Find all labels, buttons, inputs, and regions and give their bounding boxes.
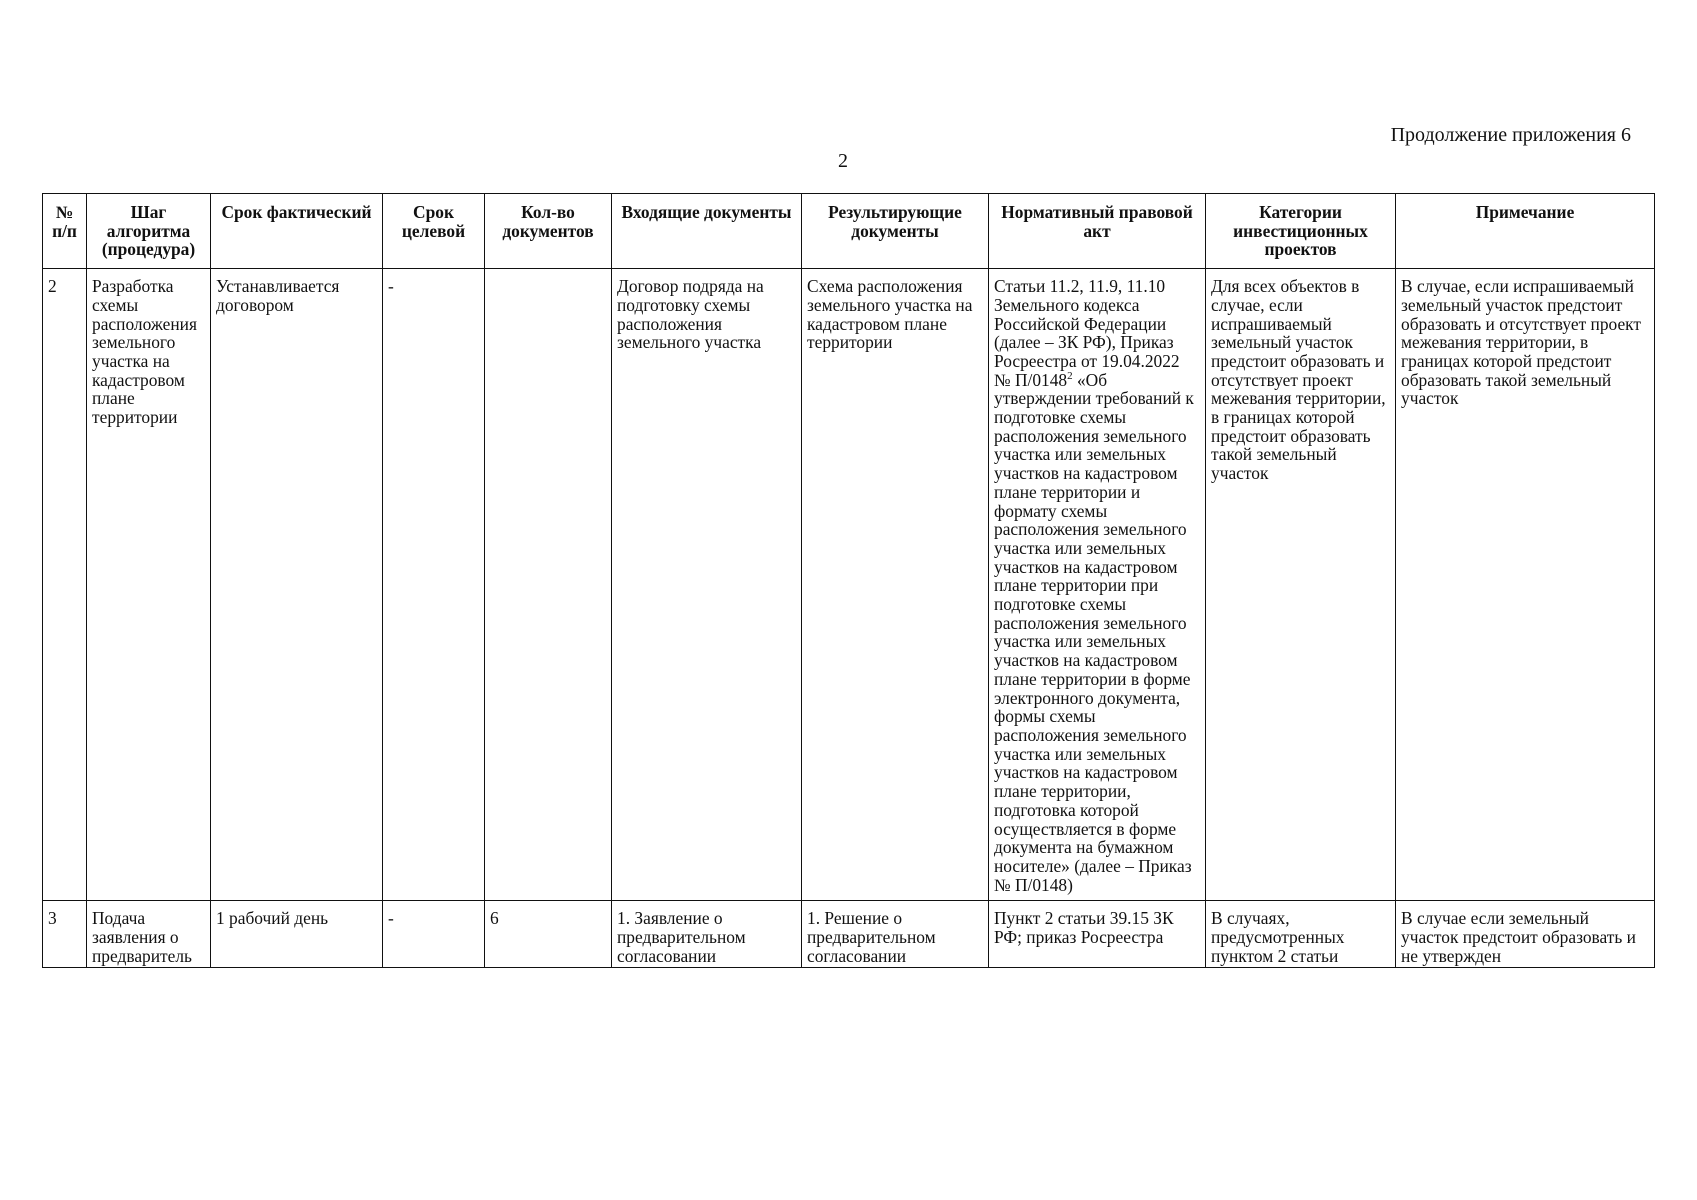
header-actual-term: Срок фактический xyxy=(211,194,383,269)
cell-result-docs: 1. Решение о предварительном согласовании xyxy=(802,901,989,968)
cell-num: 2 xyxy=(43,269,87,901)
appendix-continuation-note: Продолжение приложения 6 xyxy=(1390,124,1631,146)
header-target-term: Срок целевой xyxy=(383,194,485,269)
legal-act-text: Статьи 11.2, 11.9, 11.10 Земельного кодекса Российской Федерации (далее – ЗК РФ), Приказ Росреестра от 19.04.2022 № П/0148 xyxy=(994,276,1180,390)
cell-target-term: - xyxy=(383,901,485,968)
cell-legal-act xyxy=(989,269,1206,901)
footnote-marker: 2 xyxy=(1067,369,1073,382)
legal-act-text-continued: «Об утверждении требований к подготовке схемы расположения земельного участка или земельных участков на кадастровом плане территории и формату схемы расположения земельного участка или земельных участков на кадастровом плане территории при подготовке схемы расположения земельного участка или земельных участков на кадастровом плане территории в форме электронного документа, формы схемы расположения земельного участка или земельных участков на кадастровом плане территории, подготовка которой осуществляется в форме документа на бумажном носителе» (далее – Приказ № П/0148) xyxy=(994,369,1194,895)
cell-step: Разработка схемы расположения земельного участка на кадастровом плане территории xyxy=(87,269,211,901)
cell-note: В случае, если испрашиваемый земельный участок предстоит образовать и отсутствует проект межевания территории, в границах которой предстоит образовать такой земельный участок xyxy=(1396,269,1655,901)
cell-actual-term: Устанавливается договором xyxy=(211,269,383,901)
header-input-docs: Входящие документы xyxy=(612,194,802,269)
header-result-docs: Результирующие документы xyxy=(802,194,989,269)
cell-input-docs: 1. Заявление о предварительном согласовании xyxy=(612,901,802,968)
header-num: № п/п xyxy=(43,194,87,269)
table-row xyxy=(43,269,1655,901)
page-number: 2 xyxy=(838,150,848,172)
cell-result-docs: Схема расположения земельного участка на кадастровом плане территории xyxy=(802,269,989,901)
cell-doc-count: 6 xyxy=(485,901,612,968)
header-legal-act: Нормативный правовой акт xyxy=(989,194,1206,269)
cell-input-docs: Договор подряда на подготовку схемы расположения земельного участка xyxy=(612,269,802,901)
header-step: Шаг алгоритма (процедура) xyxy=(87,194,211,269)
header-note: Примечание xyxy=(1396,194,1655,269)
cell-step: Подача заявления о предваритель xyxy=(87,901,211,968)
table-row xyxy=(43,901,1655,968)
header-categories: Категории инвестиционных проектов xyxy=(1206,194,1396,269)
investment-procedure-table xyxy=(42,193,1655,968)
cell-actual-term: 1 рабочий день xyxy=(211,901,383,968)
cell-target-term: - xyxy=(383,269,485,901)
cell-categories: В случаях, предусмотренных пунктом 2 статьи xyxy=(1206,901,1396,968)
table-header-row xyxy=(43,194,1655,269)
header-doc-count: Кол-во документов xyxy=(485,194,612,269)
cell-note: В случае если земельный участок предстоит образовать и не утвержден xyxy=(1396,901,1655,968)
cell-categories: Для всех объектов в случае, если испрашиваемый земельный участок предстоит образовать и отсутствует проект межевания территории, в границах которой предстоит образовать такой земельный участок xyxy=(1206,269,1396,901)
cell-legal-act: Пункт 2 статьи 39.15 ЗК РФ; приказ Росреестра xyxy=(989,901,1206,968)
cell-doc-count xyxy=(485,269,612,901)
cell-num: 3 xyxy=(43,901,87,968)
